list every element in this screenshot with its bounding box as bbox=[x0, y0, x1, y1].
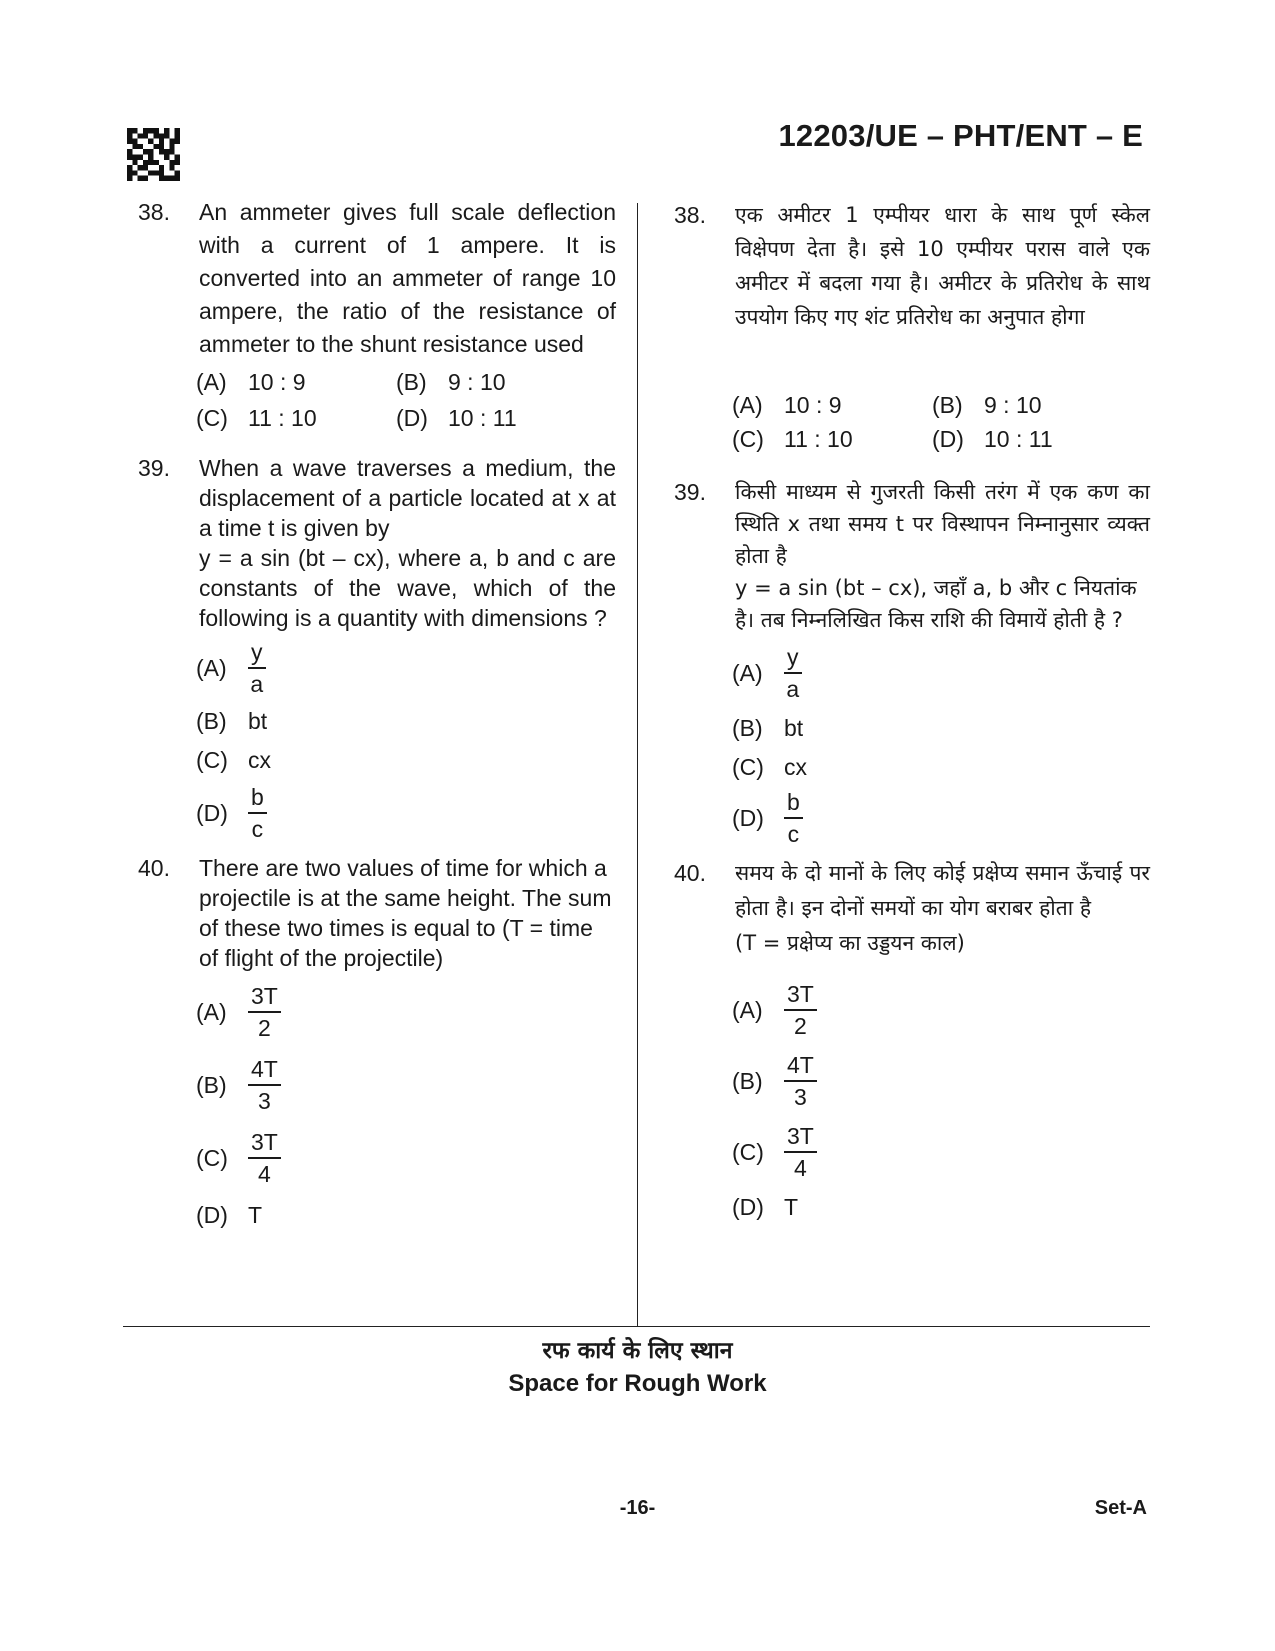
options bbox=[196, 983, 616, 1228]
question-note: (T = प्रक्षेप्य का उड्डयन काल) bbox=[735, 931, 965, 955]
set-label: Set-A bbox=[1094, 1497, 1147, 1519]
question-number: 39. bbox=[138, 455, 170, 481]
question-39-hi bbox=[674, 476, 1150, 846]
option-a: (A) $\frac{y}{a}$ bbox=[199, 641, 616, 696]
rough-work-divider bbox=[123, 1326, 1150, 1327]
option-a: (A) 10 : 9 bbox=[196, 369, 306, 395]
question-text: There are two values of time for which a projectile is at the same height. The sum of these two times is equal to (T = time of flight of the projectile) bbox=[199, 855, 612, 971]
option-d: (D) $\frac{b}{c}$ bbox=[735, 791, 1150, 846]
question-39-en bbox=[138, 453, 616, 841]
question-formula: y = a sin (bt – cx), जहाँ a, b और c नियतांक है। तब निम्नलिखित किस राशि की विमायें होती है ? bbox=[735, 576, 1137, 632]
option-c: (C) cx bbox=[732, 754, 807, 780]
option-a: (A) $\frac{3T}{2}$ bbox=[199, 985, 616, 1040]
rough-work-label-hindi: रफ कार्य के लिए स्थान bbox=[542, 1338, 733, 1364]
option-a: (A) $\frac{y}{a}$ bbox=[735, 646, 1150, 701]
question-text: एक अमीटर 1 एम्पीयर धारा के साथ पूर्ण स्केल विक्षेपण देता है। इसे 10 एम्पीयर परास वाले एक अमीटर में बदला गया है। अमीटर के प्रतिरोध के साथ उपयोग किए गए शंट प्रतिरोध का अनुपात होगा bbox=[735, 203, 1150, 329]
options bbox=[196, 366, 616, 435]
question-number: 38. bbox=[674, 202, 706, 228]
question-40-hi bbox=[674, 856, 1150, 1219]
option-b: (B) bt bbox=[196, 708, 268, 734]
option-b: (B) 9 : 10 bbox=[396, 369, 506, 395]
question-number: 39. bbox=[674, 479, 706, 505]
options bbox=[196, 639, 616, 842]
options bbox=[732, 981, 1150, 1220]
option-c: (C) cx bbox=[196, 747, 271, 773]
option-d: (D) 10 : 11 bbox=[932, 426, 1053, 452]
rough-work-label-english: Space for Rough Work bbox=[508, 1370, 767, 1397]
qr-code-icon bbox=[127, 128, 180, 181]
options bbox=[732, 644, 1150, 847]
question-38-hi bbox=[674, 198, 1150, 456]
options bbox=[732, 388, 1150, 456]
option-b: (B) bt bbox=[732, 715, 804, 741]
question-formula: y = a sin (bt – cx), where a, b and c are constants of the wave, which of the following is a quantity with dimensions ? bbox=[199, 545, 616, 631]
question-38-en bbox=[138, 196, 616, 435]
option-a: (A) 10 : 9 bbox=[732, 392, 842, 418]
question-text: किसी माध्यम से गुजरती किसी तरंग में एक कण का स्थिति x तथा समय t पर विस्थापन निम्नानुसार व्यक्त होता है bbox=[735, 480, 1150, 568]
option-b: (B) 9 : 10 bbox=[932, 392, 1042, 418]
column-divider bbox=[637, 203, 638, 1327]
page-number: -16- bbox=[619, 1497, 656, 1519]
option-b: (B) $\frac{4T}{3}$ bbox=[199, 1058, 616, 1113]
question-text: When a wave traverses a medium, the displacement of a particle located at x at a time t is given by bbox=[199, 455, 616, 541]
question-number: 40. bbox=[674, 860, 706, 886]
question-40-en bbox=[138, 853, 616, 1227]
question-number: 40. bbox=[138, 855, 170, 881]
paper-code: 12203/UE – PHT/ENT – E bbox=[778, 118, 1143, 153]
option-c: (C) 11 : 10 bbox=[196, 405, 317, 431]
option-c: (C) $\frac{3T}{4}$ bbox=[199, 1131, 616, 1186]
question-text: An ammeter gives full scale deflection with a current of 1 ampere. It is converted into an ammeter of range 10 ampere, the ratio of the resistance of ammeter to the shunt resistance used bbox=[199, 199, 616, 357]
question-number: 38. bbox=[138, 199, 170, 225]
question-text: समय के दो मानों के लिए कोई प्रक्षेप्य समान ऊँचाई पर होता है। इन दोनों समयों का योग बराबर होता है bbox=[735, 861, 1150, 920]
option-d: (D) T bbox=[732, 1194, 799, 1220]
option-c: (C) $\frac{3T}{4}$ bbox=[735, 1125, 1150, 1180]
hindi-column bbox=[674, 198, 1150, 1229]
option-a: (A) $\frac{3T}{2}$ bbox=[735, 983, 1150, 1038]
option-d: (D) 10 : 11 bbox=[396, 405, 517, 431]
english-column bbox=[138, 196, 616, 1235]
option-d: (D) T bbox=[196, 1202, 263, 1228]
option-b: (B) $\frac{4T}{3}$ bbox=[735, 1054, 1150, 1109]
option-d: (D) $\frac{b}{c}$ bbox=[199, 786, 616, 841]
option-c: (C) 11 : 10 bbox=[732, 426, 853, 452]
